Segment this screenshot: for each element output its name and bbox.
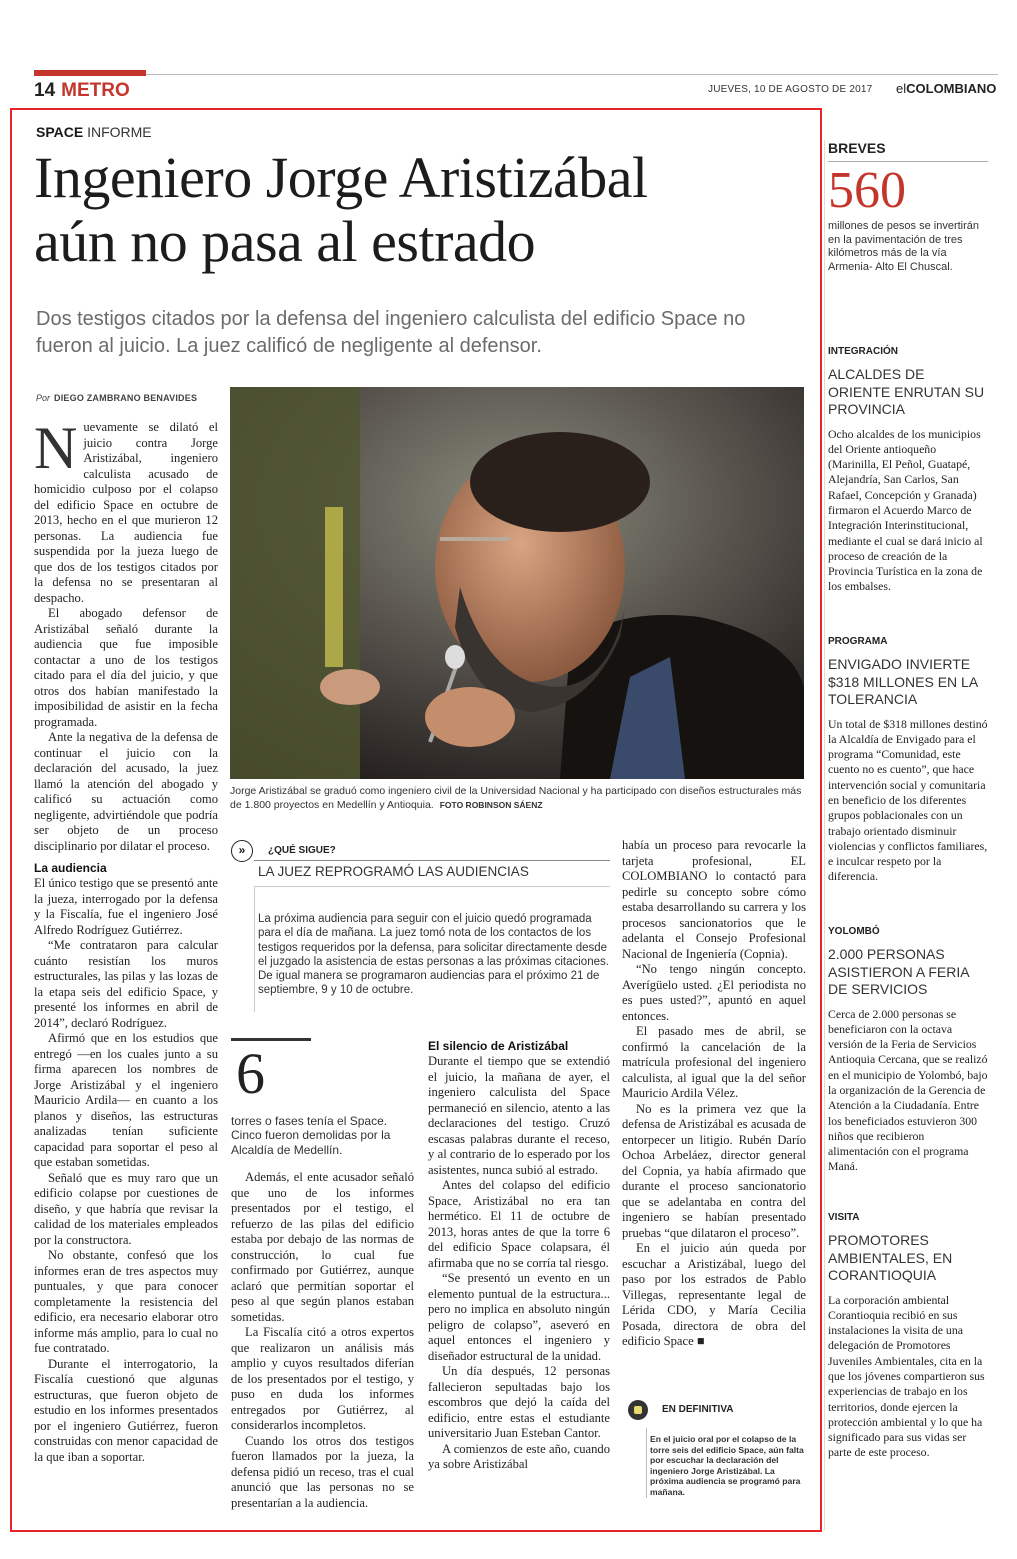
divider <box>254 886 610 887</box>
que-sigue-body: La próxima audiencia para seguir con el juicio quedó programada para el día de mañana. La juez tomó nota de los contactos de los testigos requeridos por la defensa, para solicitar directamente desde el juzgado la asistencia de estas personas a las próximas citaciones. De igual manera se programaron audiencias para el próximo 21 de septiembre, 9 y 10 de octubre. <box>258 913 609 997</box>
paragraph: Señaló que es muy raro que un edificio colapse por cuestiones de diseño, y que habría que revisar la calidad de los materiales empleados por la constructora. <box>34 1170 218 1247</box>
paragraph: A comienzos de este año, cuando ya sobre Aristizábal <box>428 1441 610 1471</box>
paragraph: “Se presentó un evento en un elemento puntual de la estructura... pero no implica en absoluto ningún peligro de colapso”, aseveró en aquel entonces el ingeniero y diseñador estructural de la unidad. <box>428 1271 610 1363</box>
photo-illustration <box>230 387 804 779</box>
que-sigue-headline: LA JUEZ REPROGRAMÓ LAS AUDIENCIAS <box>258 864 529 879</box>
brief-title: ENVIGADO INVIERTE $318 MILLONES EN LA TOLERANCIA <box>828 656 978 707</box>
paragraph: El abogado defensor de Aristizábal señaló durante la audiencia que fue imposible contactar a uno de los testigos citado para el día del juicio, y que otros dos habían manifestado la imposibilidad de asistir en la fecha programada. <box>34 606 218 729</box>
brief-visita <box>828 1212 988 1461</box>
brief-yolombo <box>828 926 988 1175</box>
summary-icon <box>628 1400 648 1420</box>
brief-title: 2.000 PERSONAS ASISTIERON A FERIA DE SERVICIOS <box>828 946 969 997</box>
que-sigue-label: ¿QUÉ SIGUE? <box>268 845 336 856</box>
paragraph: No obstante, confesó que los informes eran de tres aspectos muy puntuales, y que para conocer completamente la resistencia del edificio, era necesario elaborar otro informe más amplio, para lo cual no fue contratado. <box>34 1248 218 1355</box>
brief-programa <box>828 636 988 885</box>
brief-title: PROMOTORES AMBIENTALES, EN CORANTIOQUIA <box>828 1232 953 1283</box>
en-definitiva-label: EN DEFINITIVA <box>662 1404 734 1415</box>
drop-cap: N <box>34 420 78 481</box>
breves-number-text: millones de pesos se invertirán en la pavimentación de tres kilómetros más de la vía Armenia- Alto El Chuscal. <box>828 220 980 273</box>
brief-title: ALCALDES DE ORIENTE ENRUTAN SU PROVINCIA <box>828 366 985 417</box>
paragraph: La Fiscalía citó a otros expertos que realizaron un análisis más amplio y cuyos resultados diferían de los presentados por el testigo, y puso en duda los informes entregados por Gutiérrez, al considerarlos incompletos. <box>231 1325 414 1432</box>
paragraph: No es la primera vez que la defensa de Aristizábal es acusada de entorpecer un litigio. Rubén Darío Ochoa Arbeláez, director general del Copnia, ya había afirmado que durante el proceso sancionatorio que se adelantaba en contra del ingeniero se habían presentado pruebas “que dilataron el proceso”. <box>622 1101 806 1240</box>
photo-caption: Jorge Aristizábal se graduó como ingeniero civil de la Universidad Nacional y ha participado con diseños estructurales más de 1.800 proyectos en Medellín y Antioquia. FOTO ROBINSON SÁENZ <box>230 785 802 811</box>
section-name: METRO <box>61 80 130 101</box>
paragraph: “No tengo ningún concepto. Averígüelo usted. ¿El periodista no es pues usted?”, apuntó en aquel entonces. <box>622 962 806 1023</box>
article-column-4 <box>622 838 806 1378</box>
divider <box>254 860 610 861</box>
subheading-audiencia: La audiencia <box>34 861 107 875</box>
en-definitiva-body: En el juicio oral por el colapso de la torre seis del edificio Space, aún falta por escuchar la declaración del ingeniero Jorge Aristizábal. La próxima audiencia se programó para mañana. <box>650 1434 804 1497</box>
stat-number: 6 <box>236 1041 265 1106</box>
paragraph: Durante el tiempo que se extendió el juicio, la mañana de ayer, el ingeniero calculista del Space permaneció en silencio, atento a las declaraciones del testigo. Cruzó escasas palabras durante el receso, y al contrario de lo esperado por los asistentes, nunca subió al estrado. <box>428 1054 610 1177</box>
lead-paragraph: Nuevamente se dilató el juicio contra Jorge Aristizábal, ingeniero calculista acusado de homicidio culposo por el colapso del edificio Space en octubre de 2013, hecho en el que murieron 12 personas. La audiencia fue suspendida por la jueza luego de que dos de los testigos citados por la defensa no se presentaran al despacho. <box>34 420 218 605</box>
brief-integracion <box>828 346 988 595</box>
article-headline: Ingeniero Jorge Aristizábal aún no pasa al estrado <box>34 145 648 274</box>
paragraph: Antes del colapso del edificio Space, Aristizábal no era tan hermético. El 11 de octubre de 2013, horas antes de que la torre 6 del edificio Space colapsara, él afirmaba que no se corría tal riesgo. <box>428 1178 610 1270</box>
double-chevron-icon: » <box>231 840 253 862</box>
paragraph: El pasado mes de abril, se confirmó la cancelación de la matrícula profesional del ingeniero calculista, al igual que la del señor Mauricio Ardila Vélez. <box>622 1024 806 1100</box>
article-deck: Dos testigos citados por la defensa del ingeniero calculista del edificio Space no fueron al juicio. La juez calificó de negligente al defensor. <box>36 308 746 357</box>
paragraph: “Me contrataron para calcular cuánto resistían los muros estructurales, las pilas y las lozas de la etapa seis del edificio Space, y presenté los informes en abril de 2014”, declaró Rodríguez. <box>34 938 218 1030</box>
article-column-1 <box>34 420 218 1510</box>
brief-text: Ocho alcaldes de los municipios del Oriente antioqueño (Marinilla, El Peñol, Guatapé, Alejandría, San Carlos, San Rafael, Concepción y Granada) firmaron el Acuerdo Marco de Integración Interinstitucional, mediante el cual se dará inicio al proceso de creación de la Provincia Turística en la zona de los embalses. <box>828 426 983 594</box>
page-header <box>34 80 130 102</box>
page-number: 14 <box>34 80 56 101</box>
paragraph: Además, el ente acusador señaló que uno de los informes presentados por el testigo, el refuerzo de las pilas del edificio estaba por debajo de las normas de construcción, lo cual fue confirmado por Gutiérrez, aunque aclaró que permitían soportar el peso al que según planos estaban sometidas. <box>231 1170 414 1324</box>
brief-text: La corporación ambiental Corantioquia recibió en sus instalaciones la visita de una delegación de Promotores Juveniles Ambientales, cita en la que los jóvenes compartieron sus experiencias de trabajo en los territorios, donde ejercen la protección ambiental y lo que ha significado para sus vidas ser parte de este proceso. <box>828 1292 985 1460</box>
article-column-3 <box>428 1038 610 1510</box>
brief-text: Un total de $318 millones destinó la Alcaldía de Envigado para el programa “Comunidad, este cuento no es cuento”, que hace intervención social y comunitaria en beneficio de los diferentes grupos poblacionales con un trabajo orientado disminuir violencias y conflictos familiares, e inculcar respeto por la diferencia. <box>828 716 988 884</box>
paragraph: El único testigo que se presentó ante la jueza, interrogado por la defensa y la Fiscalía, fue el ingeniero José Alfredo Rodríguez Gutiérrez. <box>34 876 218 937</box>
article-column-2 <box>231 1170 414 1510</box>
brief-category: VISITA <box>828 1212 860 1223</box>
brief-text: Cerca de 2.000 personas se beneficiaron con la octava versión de la Feria de Servicios Antioquia Cercana, que se realizó en el municipio de Yolombó, bajo la organización de la Gerencia de Atención a la Ciudadanía. Entre los beneficiados estuvieron 300 niños que recibieron alimentación con el programa Maná. <box>828 1006 988 1174</box>
divider <box>254 886 255 1012</box>
subheading-silencio: El silencio de Aristizábal <box>428 1039 569 1053</box>
paragraph: En el juicio aún queda por escuchar a Aristizábal, luego del paso por los estrados de Pablo Villegas, representante legal de Lérida CDO, y María Cecilia Posada, directora de obra del edificio Space ■ <box>622 1241 806 1348</box>
breves-big-number: 560 <box>828 162 906 219</box>
paragraph: Un día después, 12 personas fallecieron sepultadas bajo los escombros que dejó la caída del edificio, entre estas el estudiante universitario Juan Esteban Cantor. <box>428 1364 610 1440</box>
brief-category: PROGRAMA <box>828 636 888 647</box>
breves-kicker: BREVES <box>828 140 886 156</box>
header-rule <box>146 74 998 75</box>
paragraph: Cuando los otros dos testigos fueron llamados por la jueza, la defensa pidió un receso, tras el cual anunció que las personas no se presentarían a la audiencia. <box>231 1433 414 1510</box>
article-photo <box>230 387 804 779</box>
section-accent-bar <box>34 70 146 76</box>
byline: Por DIEGO ZAMBRANO BENAVIDES <box>36 393 198 403</box>
newspaper-logo: elCOLOMBIANO <box>896 81 997 96</box>
paragraph: había un proceso para revocarle la tarjeta profesional, EL COLOMBIANO lo contactó para pedirle su concepto sobre cómo estaba desarrollando su carrera y los procesos sancionatorios que le adelanta el Consejo Profesional Nacional de Ingeniería (Copnia). <box>622 838 806 961</box>
sidebar-divider <box>824 140 825 1530</box>
article-kicker: SPACE INFORME <box>36 124 152 140</box>
stat-text: torres o fases tenía el Space. Cinco fueron demolidas por la Alcaldía de Medellín. <box>231 1114 391 1157</box>
brief-category: INTEGRACIÓN <box>828 346 898 357</box>
paragraph: Afirmó que en los estudios que entregó —en los cuales junto a su firma aparecen los nombres de Jorge Aristizábal y el ingeniero Mauricio Ardila— en cuanto a los planos y diseños, las estructuras analizadas tenían suficiente capacidad para soportar el peso al que estaban sometidas. <box>34 1031 218 1169</box>
issue-date: JUEVES, 10 DE AGOSTO DE 2017 <box>708 84 873 95</box>
brief-category: YOLOMBÓ <box>828 926 880 937</box>
photo-credit: FOTO ROBINSON SÁENZ <box>439 800 543 810</box>
paragraph: Durante el interrogatorio, la Fiscalía cuestionó que algunas estructuras, que fueron objeto de estudio en los informes presentados por el ingeniero Gutiérrez, fueron construidas con menor capacidad de la que iban a soportar. <box>34 1356 218 1464</box>
breves-sidebar <box>828 140 988 274</box>
paragraph: Ante la negativa de la defensa de continuar el juicio con la declaración del acusado, la juez llamó la atención del abogado y calificó su actuación como negligente, advirtiéndole que podría ser objeto de un proceso disciplinario por dilatar el proceso. <box>34 730 218 853</box>
divider <box>646 1428 647 1498</box>
